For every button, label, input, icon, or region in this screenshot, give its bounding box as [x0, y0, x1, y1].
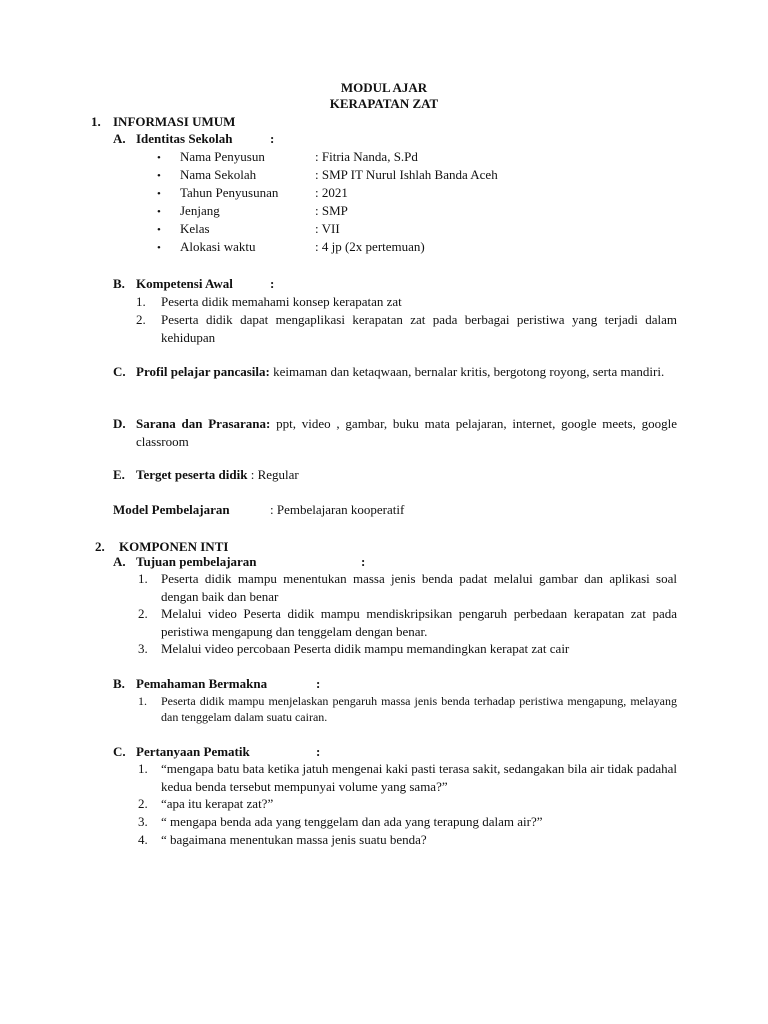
list-item: Peserta didik memahami konsep kerapatan zat [161, 294, 402, 309]
identitas-letter: A. [113, 131, 126, 146]
kompetensi-colon: : [270, 276, 275, 291]
kompetensi-letter: B. [113, 276, 125, 291]
bullet-icon: • [157, 152, 161, 164]
identitas-label: Nama Sekolah [180, 167, 257, 182]
list-number: 4. [138, 832, 148, 847]
list-number: 2. [136, 312, 146, 327]
pemahaman-letter: B. [113, 676, 125, 691]
pematik-heading: Pertanyaan Pematik [136, 744, 250, 759]
list-number: 1. [136, 294, 146, 309]
identitas-heading: Identitas Sekolah [136, 131, 233, 146]
model-value: : Pembelajaran kooperatif [270, 502, 405, 517]
list-number: 2. [138, 796, 148, 811]
identitas-label: Nama Penyusun [180, 149, 265, 164]
identitas-colon: : [270, 131, 275, 146]
list-item: “mengapa batu bata ketika jatuh mengenai kaki pasti terasa sakit, sedangakan bila air tidak padahal kedua benda tersebut mempunyai volume yang sama?” [161, 761, 677, 794]
list-number: 2. [138, 606, 148, 621]
identitas-value: : 4 jp (2x pertemuan) [315, 239, 425, 254]
terget-line [136, 466, 299, 484]
identitas-label: Alokasi waktu [180, 239, 256, 254]
bullet-icon: • [157, 188, 161, 200]
list-number: 3. [138, 814, 148, 829]
section2-number: 2. [95, 539, 105, 554]
identitas-label: Jenjang [180, 203, 220, 218]
sarana-paragraph [136, 415, 677, 451]
bullet-icon: • [157, 224, 161, 236]
list-number: 3. [138, 641, 148, 656]
identitas-value: : VII [315, 221, 340, 236]
terget-text: : Regular [247, 467, 299, 482]
pematik-colon: : [316, 744, 321, 759]
list-item: “apa itu kerapat zat?” [161, 796, 274, 811]
list-item: Peserta didik mampu menentukan massa jenis benda padat melalui gambar dan aplikasi soal dengan baik dan benar [161, 571, 677, 604]
identitas-label: Kelas [180, 221, 210, 236]
pemahaman-heading: Pemahaman Bermakna [136, 676, 268, 691]
tujuan-letter: A. [113, 554, 126, 569]
profil-heading: Profil pelajar pancasila: [136, 364, 270, 379]
tujuan-heading: Tujuan pembelajaran [136, 554, 257, 569]
list-number: 1. [138, 761, 148, 776]
bullet-icon: • [157, 242, 161, 254]
pemahaman-colon: : [316, 676, 321, 691]
identitas-value: : SMP IT Nurul Ishlah Banda Aceh [315, 167, 498, 182]
model-heading: Model Pembelajaran [113, 502, 230, 517]
profil-text: keimaman dan ketaqwaan, bernalar kritis, bergotong royong, serta mandiri. [269, 364, 665, 379]
sarana-letter: D. [113, 416, 126, 431]
section1-heading: INFORMASI UMUM [113, 114, 236, 129]
pematik-letter: C. [113, 744, 126, 759]
tujuan-colon: : [361, 554, 366, 569]
kompetensi-heading: Kompetensi Awal [136, 276, 233, 291]
document-title: MODUL AJAR [340, 80, 428, 95]
section2-heading: KOMPONEN INTI [119, 539, 229, 554]
profil-paragraph [136, 363, 677, 381]
list-item: “ mengapa benda ada yang tenggelam dan ada yang terapung dalam air?” [161, 814, 543, 829]
sarana-heading: Sarana dan Prasarana: [136, 416, 271, 431]
terget-letter: E. [113, 467, 125, 482]
document-subtitle: KERAPATAN ZAT [329, 96, 439, 111]
list-item: Melalui video percobaan Peserta didik mampu memandingkan kerapat zat cair [161, 641, 570, 656]
list-item: Peserta didik dapat mengaplikasi kerapatan zat pada berbagai peristiwa yang terjadi dalam kehidupan [161, 312, 677, 345]
identitas-value: : 2021 [315, 185, 348, 200]
section1-number: 1. [91, 114, 101, 129]
identitas-value: : SMP [315, 203, 348, 218]
list-number: 1. [138, 694, 147, 708]
list-item: Peserta didik mampu menjelaskan pengaruh massa jenis benda terhadap peristiwa mengapung, melayang dan tenggelam dalam suatu cairan. [161, 694, 677, 724]
bullet-icon: • [157, 206, 161, 218]
list-item: Melalui video Peserta didik mampu mendiskripsikan pengaruh perbedaan kerapatan zat pada peristiwa mengapung dan tenggelam dengan benar. [161, 606, 677, 639]
identitas-value: : Fitria Nanda, S.Pd [315, 149, 418, 164]
bullet-icon: • [157, 170, 161, 182]
profil-letter: C. [113, 364, 126, 379]
sarana-text: ppt, video , gambar, buku mata pelajaran, internet, google meets, google classroom [136, 416, 677, 449]
list-item: “ bagaimana menentukan massa jenis suatu benda? [161, 832, 427, 847]
identitas-label: Tahun Penyusunan [180, 185, 279, 200]
list-number: 1. [138, 571, 148, 586]
terget-heading: Terget peserta didik [136, 467, 248, 482]
